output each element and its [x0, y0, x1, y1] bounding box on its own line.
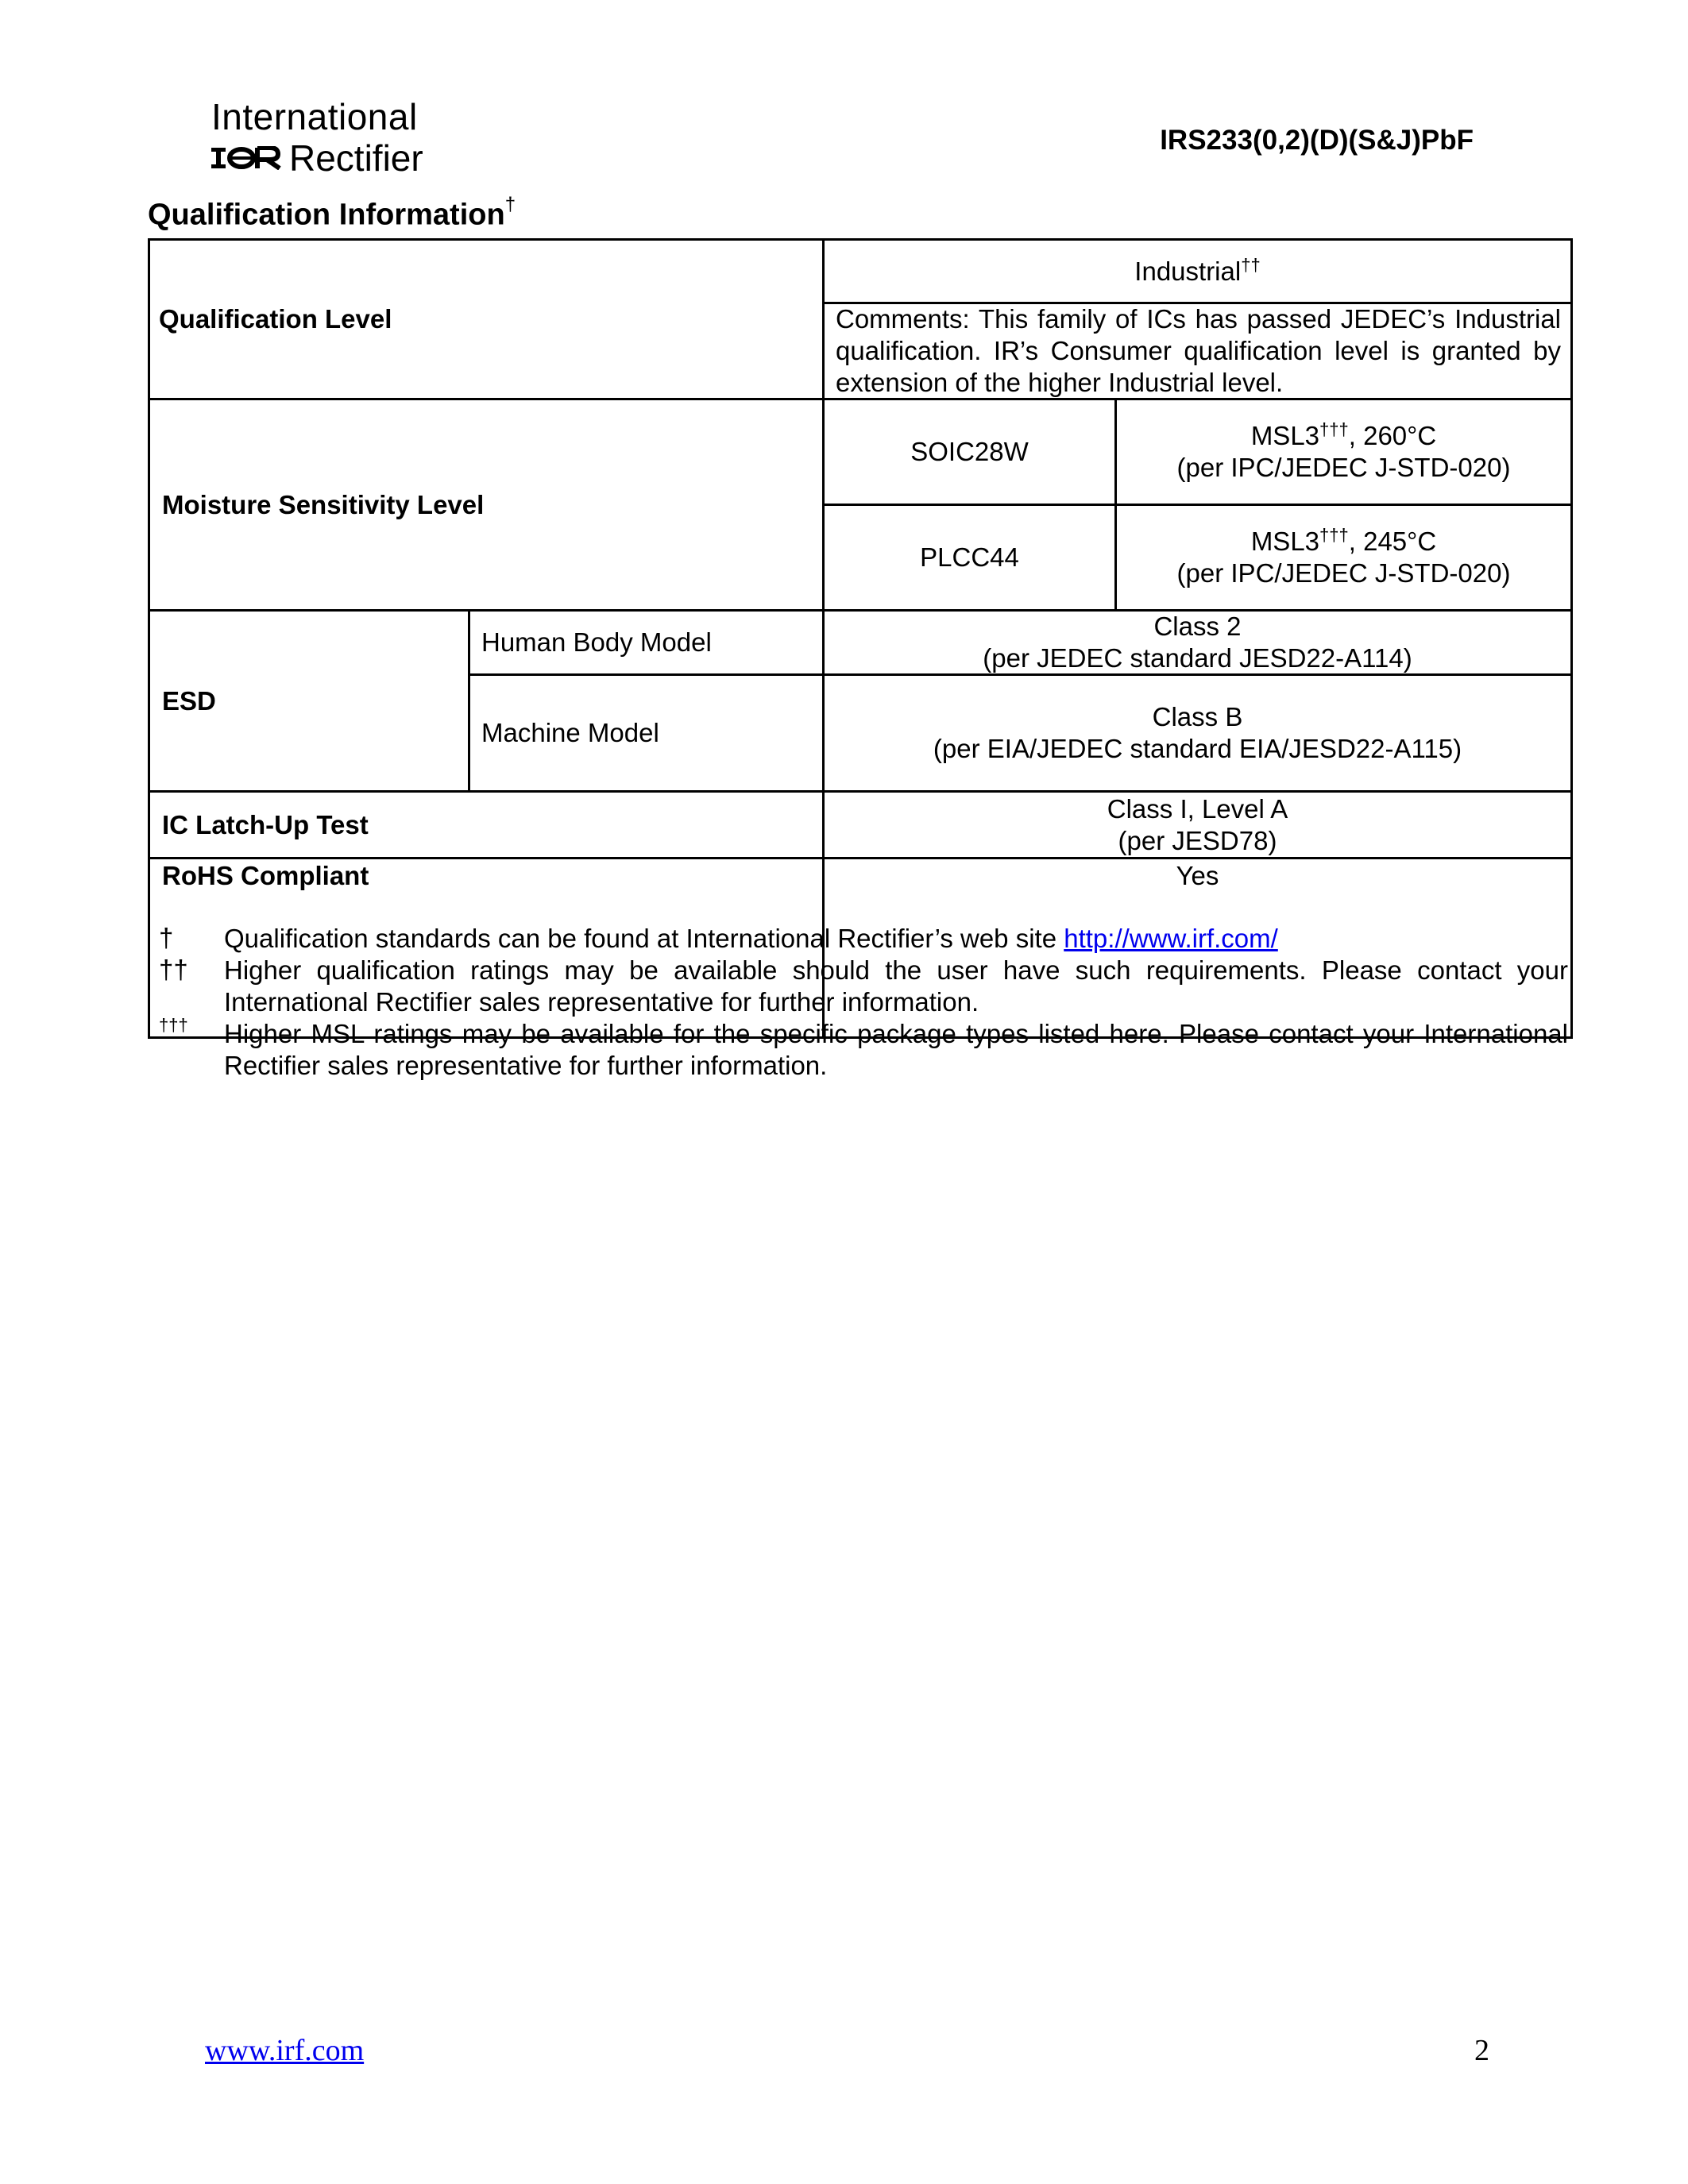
esd-class: Class 2 — [1153, 612, 1242, 641]
qualification-level-dagger: †† — [1241, 254, 1261, 275]
qualification-table — [148, 238, 1573, 1039]
msl-dagger: ††† — [1319, 419, 1349, 439]
moisture-label: Moisture Sensitivity Level — [162, 489, 485, 519]
latch-up-rating — [825, 793, 1570, 857]
footer-website-link[interactable]: www.irf.com — [205, 2034, 365, 2067]
qualification-level-text: Industrial — [1134, 256, 1242, 286]
part-number: IRS233(0,2)(D)(S&J)PbF — [1160, 125, 1474, 156]
logo-text-rectifier: Rectifier — [289, 137, 423, 179]
esd-label: ESD — [162, 685, 216, 716]
section-title-dagger: † — [504, 194, 516, 215]
section-title-text: Qualification Information — [148, 198, 505, 232]
esd-standard: (per JEDEC standard JESD22-A114) — [983, 643, 1412, 673]
esd-model: Machine Model — [481, 718, 659, 747]
footnote-mark: ††† — [159, 1015, 188, 1035]
msl-temp: , 245°C — [1348, 527, 1437, 556]
logo-text-international: International — [211, 96, 418, 137]
msl-standard: (per IPC/JEDEC J-STD-020) — [1176, 453, 1511, 482]
moisture-package: PLCC44 — [920, 542, 1019, 572]
company-logo — [208, 94, 438, 181]
footnote-mark: †† — [159, 955, 188, 984]
esd-divider — [468, 609, 470, 793]
qualification-comments: Comments: This family of ICs has passed JEDEC’s Industrial qualification. IR’s Consumer qualification level is granted by extension of the higher Industrial level. — [836, 304, 1561, 397]
esd-standard: (per EIA/JEDEC standard EIA/JESD22-A115) — [933, 734, 1462, 763]
qualification-level-label: Qualification Level — [159, 304, 392, 334]
footnote-1-text: Qualification standards can be found at International Rectifier’s web site — [224, 924, 1064, 953]
footnote-mark: † — [159, 923, 174, 952]
logo-line-rectifier — [211, 137, 423, 179]
footnote-1 — [224, 923, 1568, 955]
footnote-3: Higher MSL ratings may be available for the specific package types listed here. Please contact your International Rectifier sales representative for further information. — [224, 1019, 1568, 1080]
latch-up-class: Class I, Level A — [1107, 793, 1288, 824]
msl-value: MSL3 — [1250, 527, 1320, 556]
page-number: 2 — [1474, 2034, 1489, 2067]
table-border-left — [148, 238, 150, 1039]
msl-dagger: ††† — [1319, 525, 1349, 545]
ior-logo-icon — [211, 146, 281, 170]
moisture-rating — [1117, 506, 1570, 609]
esd-class: Class B — [1152, 702, 1243, 731]
section-title — [148, 194, 516, 233]
msl-value: MSL3 — [1250, 421, 1320, 450]
msl-standard: (per IPC/JEDEC J-STD-020) — [1176, 558, 1511, 588]
moisture-rating — [1117, 400, 1570, 504]
qualification-level-value — [825, 241, 1570, 302]
latch-up-label: IC Latch-Up Test — [162, 809, 369, 839]
latch-up-standard: (per JESD78) — [1118, 825, 1277, 855]
esd-model: Human Body Model — [481, 627, 712, 657]
moisture-package: SOIC28W — [910, 437, 1029, 466]
irf-web-link[interactable]: http://www.irf.com/ — [1064, 924, 1278, 953]
footnote-2: Higher qualification ratings may be available should the user have such requirements. Please contact your International Rectifier sales representative for further information. — [224, 955, 1568, 1017]
rohs-value: Yes — [1176, 861, 1219, 890]
table-border-right — [1570, 238, 1573, 1039]
msl-temp: , 260°C — [1348, 421, 1437, 450]
esd-rating — [825, 612, 1570, 673]
esd-rating — [825, 676, 1570, 790]
rohs-label: RoHS Compliant — [162, 861, 369, 890]
